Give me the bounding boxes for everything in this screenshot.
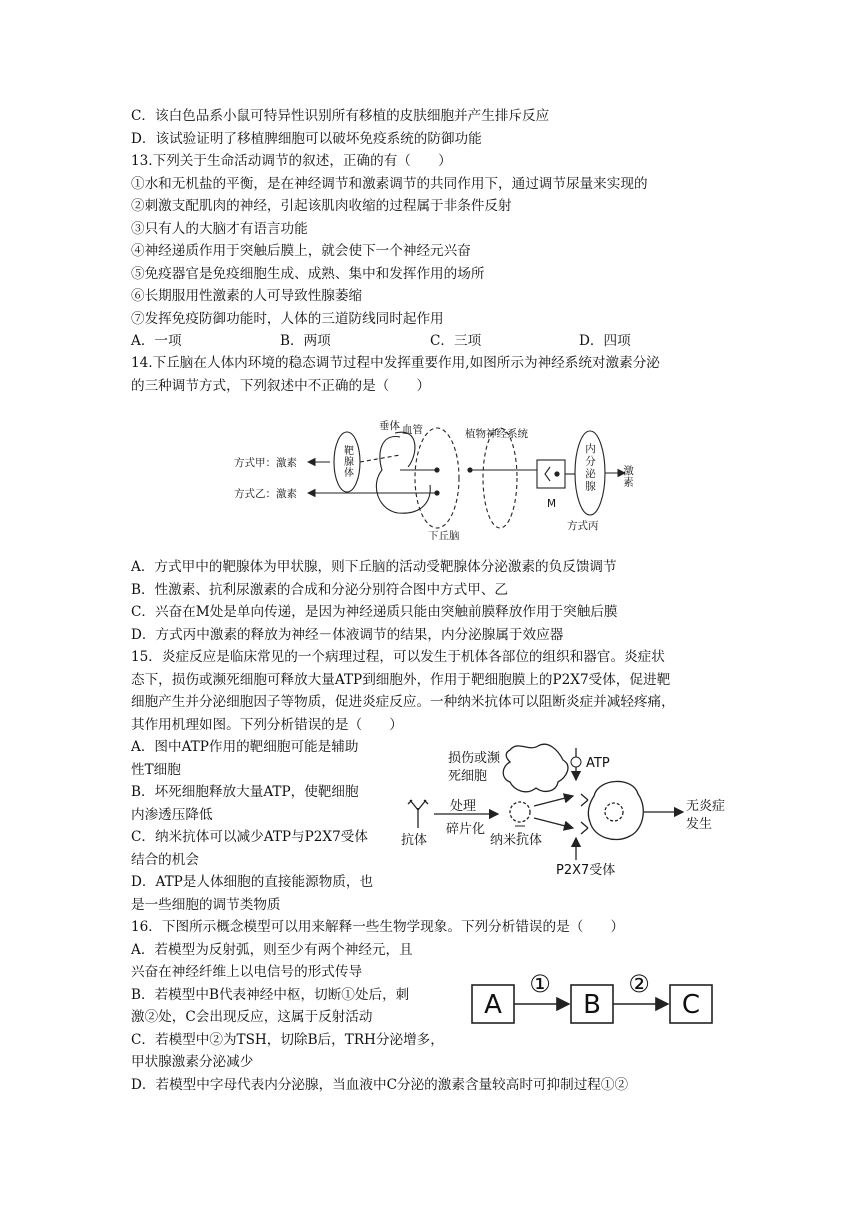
statement-3: ③只有人的大脑才有语言功能 — [131, 221, 308, 237]
option-16b-2: 激②处，C会出现反应，这属于反射活动 — [131, 1009, 373, 1025]
box-b-label: B — [583, 990, 601, 1020]
fig14-hormone-label: 激素 — [622, 465, 634, 488]
fig14-ans-label: 植物神经系统 — [465, 428, 528, 440]
autonomic-ns-shape — [483, 428, 517, 528]
fig15-result-2: 发生 — [686, 817, 713, 832]
statement-2: ②刺激支配肌肉的神经，引起该肌肉收缩的过程属于非条件反射 — [131, 198, 512, 214]
arrow-2-label: ② — [628, 970, 650, 998]
question-13-stem: 13.下列关于生命活动调节的叙述，正确的有（ ） — [131, 153, 452, 169]
fig14-endocrine-label: 内分泌腺 — [584, 443, 596, 493]
hypothalamus-shape — [415, 428, 459, 528]
option-13a: A．一项 — [131, 333, 182, 349]
option-13c: C．三项 — [430, 333, 482, 349]
option-12d: D．该试验证明了移植脾细胞可以破坏免疫系统的防御功能 — [131, 131, 482, 147]
option-14d: D．方式丙中激素的释放为神经－体液调节的结果，内分泌腺属于效应器 — [131, 627, 564, 643]
option-12c: C．该白色品系小鼠可特异性识别所有移植的皮肤细胞并产生排斥反应 — [131, 108, 550, 124]
option-15d-2: 是一些细胞的调节类物质 — [131, 897, 281, 913]
nano-antibody-shape — [510, 802, 530, 822]
fig14-blood-vessel-label: 血管 — [402, 424, 423, 436]
statement-1: ①水和无机盐的平衡，是在神经调节和激素调节的共同作用下，通过调节尿量来实现的 — [131, 176, 648, 192]
blood-vessel-shape — [395, 432, 415, 467]
option-15c-1: C．纳米抗体可以减少ATP与P2X7受体 — [131, 829, 368, 845]
fig14-label-bing: 方式丙 — [567, 520, 599, 532]
option-14c: C．兴奋在M处是单向传递，是因为神经递质只能由突触前膜释放作用于突触后膜 — [131, 604, 618, 620]
option-15b-2: 内渗透压降低 — [131, 807, 213, 823]
pituitary-shape — [376, 437, 430, 514]
question-14-stem-1: 14.下丘脑在人体内环境的稳态调节过程中发挥重要作用,如图所示为神经系统对激素分泌 — [131, 355, 660, 371]
figure-16-diagram — [470, 962, 720, 1026]
option-16a-2: 兴奋在神经纤维上以电信号的形式传导 — [131, 964, 363, 980]
fig14-label-yi: 方式乙：激素 — [234, 488, 297, 500]
fig15-atp: ATP — [586, 756, 610, 771]
damaged-cell-shape — [503, 744, 568, 792]
question-16-stem: 16．下图所示概念模型可以用来解释一些生物学现象。下列分析错误的是（ ） — [131, 919, 625, 935]
option-13d: D．四项 — [579, 333, 631, 349]
option-16a-1: A．若模型为反射弧，则至少有两个神经元，且 — [131, 942, 413, 958]
option-15a-1: A．图中ATP作用的靶细胞可能是辅助 — [131, 739, 359, 755]
fig15-damaged-cell-2: 死细胞 — [448, 769, 488, 784]
box-c-label: C — [681, 990, 701, 1020]
fig14-label-jia: 方式甲：激素 — [234, 457, 297, 469]
fig14-hypothalamus-label: 下丘脑 — [428, 530, 460, 540]
fig15-antibody: 抗体 — [401, 833, 428, 848]
fig15-process: 处理 — [450, 799, 477, 814]
option-14a: A．方式甲中的靶腺体为甲状腺，则下丘脑的活动受靶腺体分泌激素的负反馈调节 — [131, 559, 617, 575]
question-15-stem-4: 其作用机理如图。下列分析错误的是（ ） — [131, 717, 403, 733]
option-13b: B．两项 — [280, 333, 331, 349]
figure-15-diagram — [398, 738, 728, 878]
statement-6: ⑥长期服用性激素的人可导致性腺萎缩 — [131, 288, 363, 304]
synapse-m-box — [537, 460, 565, 488]
question-15-stem-2: 态下，损伤或濒死细胞可释放大量ATP到细胞外，作用于靶细胞膜上的P2X7受体，促进靶 — [131, 672, 671, 688]
statement-4: ④神经递质作用于突触后膜上，就会使下一个神经元兴奋 — [131, 243, 471, 259]
question-15-stem-1: 15．炎症反应是临床常见的一个病理过程，可以发生于机体各部位的组织和器官。炎症状 — [131, 649, 665, 665]
option-16b-1: B．若模型中B代表神经中枢，切断①处后，刺 — [131, 987, 410, 1003]
option-15d-1: D．ATP是人体细胞的直接能源物质，也 — [131, 874, 374, 890]
option-15c-2: 结合的机会 — [131, 852, 199, 868]
fig15-fragment: 碎片化 — [446, 822, 486, 837]
box-a-label: A — [484, 990, 502, 1020]
fig14-m-label: M — [547, 498, 557, 510]
arrow-1-label: ① — [529, 970, 551, 998]
fig15-receptor: P2X7受体 — [556, 863, 616, 878]
option-15a-2: 性T细胞 — [131, 762, 181, 778]
fig15-damaged-cell-1: 损伤或濒 — [448, 751, 501, 766]
option-16d: D．若模型中字母代表内分泌腺，当血液中C分泌的激素含量较高时可抑制过程①② — [131, 1077, 629, 1093]
target-cell-shape — [588, 781, 643, 839]
option-15b-1: B．坏死细胞释放大量ATP，使靶细胞 — [131, 784, 359, 800]
fig14-pituitary-label: 垂体 — [379, 420, 400, 432]
figure-14-diagram — [230, 415, 670, 540]
question-15-stem-3: 细胞产生并分泌细胞因子等物质，促进炎症反应。一种纳米抗体可以阻断炎症并减轻疼痛， — [131, 694, 675, 710]
question-14-stem-2: 的三种调节方式，下列叙述中不正确的是（ ） — [131, 378, 431, 394]
antibody-shape — [408, 800, 428, 828]
option-14b: B．性激素、抗利尿激素的合成和分泌分别符合图中方式甲、乙 — [131, 582, 509, 598]
statement-7: ⑦发挥免疫防御功能时，人体的三道防线同时起作用 — [131, 311, 444, 327]
fig15-result-1: 无炎症 — [686, 799, 726, 814]
option-16c-2: 甲状腺激素分泌减少 — [131, 1054, 254, 1070]
fig15-nano-antibody: 纳米抗体 — [490, 833, 543, 848]
option-16c-1: C．若模型中②为TSH，切除B后，TRH分泌增多， — [131, 1032, 444, 1048]
statement-5: ⑤免疫器官是免疫细胞生成、成熟、集中和发挥作用的场所 — [131, 266, 485, 282]
fig14-target-gland-label: 靶腺体 — [341, 445, 353, 478]
